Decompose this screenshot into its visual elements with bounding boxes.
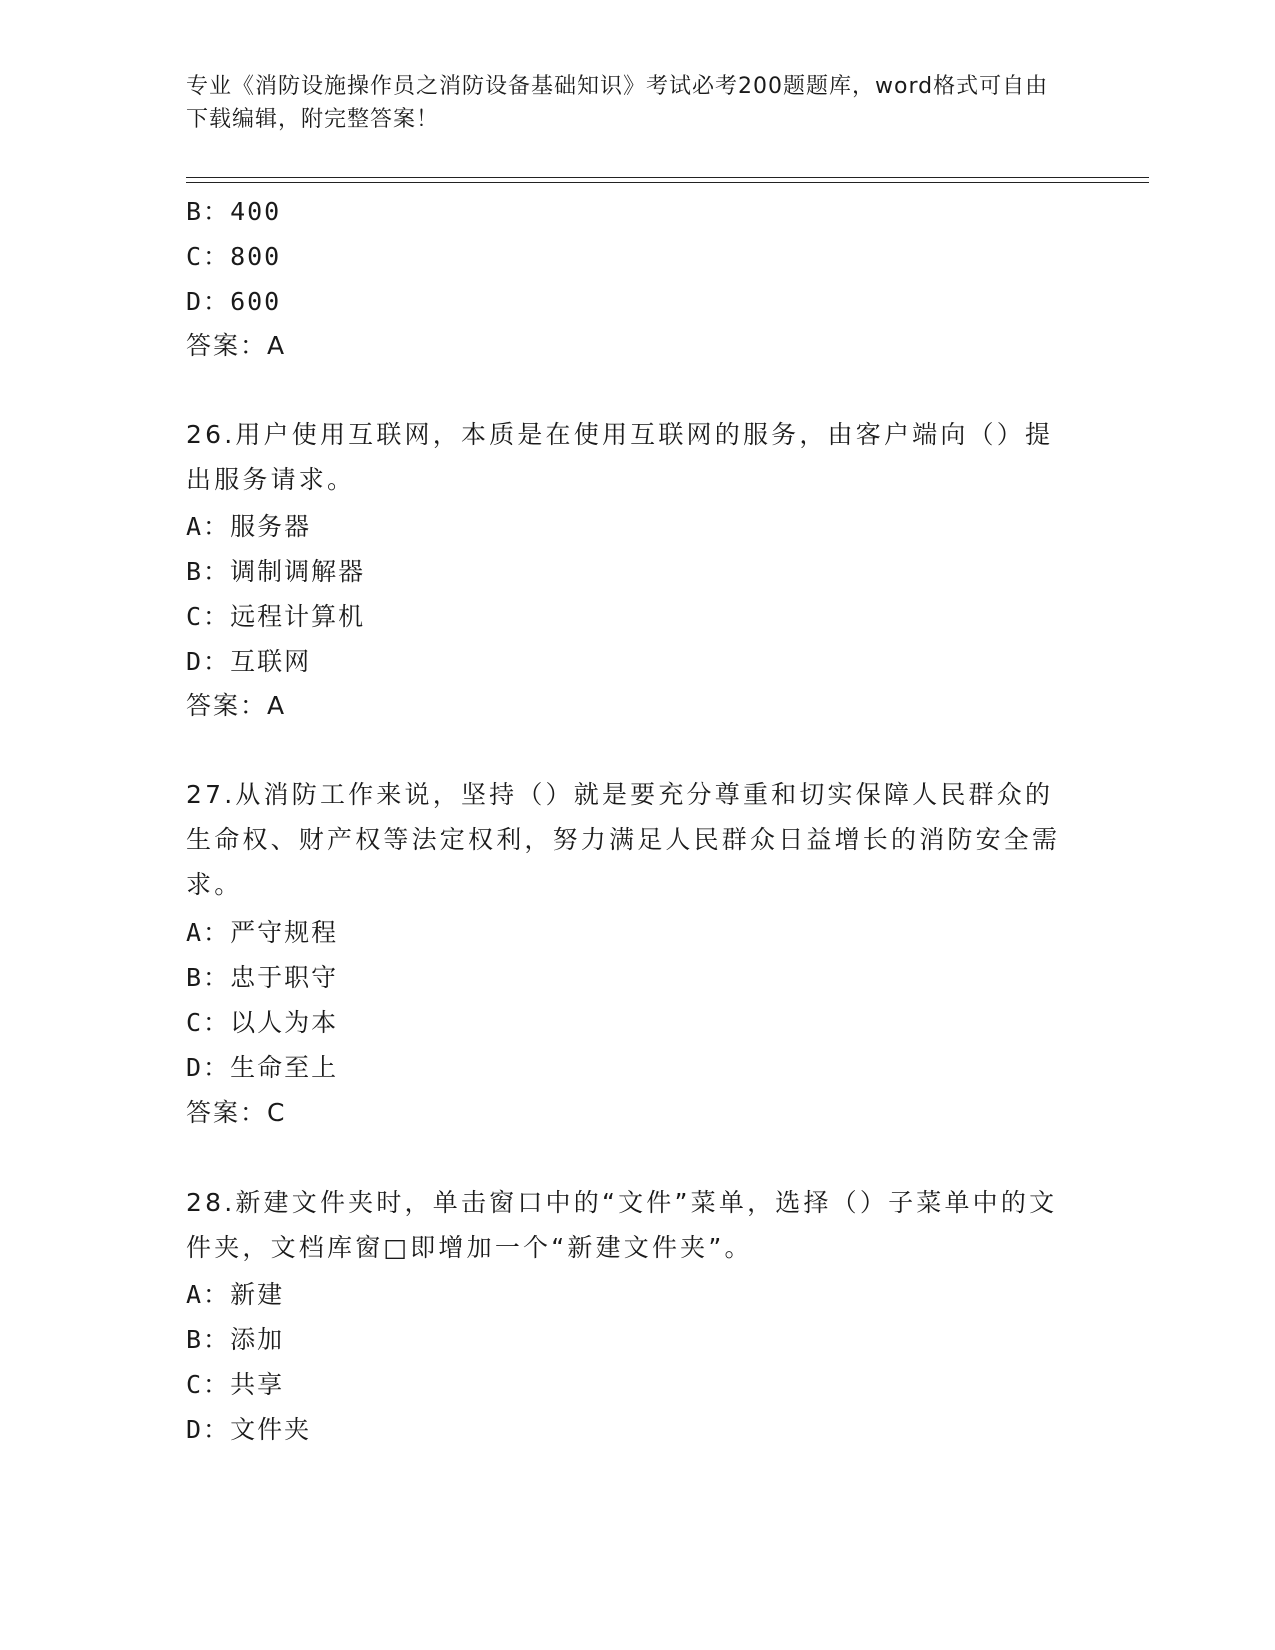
option-text: 共享 <box>230 1370 285 1399</box>
answer-line: 答案：C <box>186 1098 287 1127</box>
option-label: D： <box>186 647 231 676</box>
option-line <box>186 1320 284 1356</box>
option-label: A： <box>186 512 231 541</box>
question-stem: 27.从消防工作来说，坚持（）就是要充分尊重和切实保障人民群众的生命权、财产权等法定权利，努力满足人民群众日益增长的消防安全需求。 <box>186 780 1061 899</box>
option-label: D： <box>186 1415 231 1444</box>
option-line <box>186 282 281 318</box>
option-line <box>186 958 338 994</box>
option-text: 600 <box>230 287 282 316</box>
header-rule-top <box>186 177 1149 178</box>
question-stem: 26.用户使用互联网，本质是在使用互联网的服务，由客户端向（）提出服务请求。 <box>186 420 1054 494</box>
question-stem: 28.新建文件夹时，单击窗口中的“文件”菜单，选择（）子菜单中的文件夹，文档库窗□即增加一个“新建文件夹”。 <box>186 1188 1058 1262</box>
option-text: 严守规程 <box>230 918 339 947</box>
option-label: C： <box>186 1370 231 1399</box>
option-label: C： <box>186 242 231 271</box>
option-line <box>186 1365 284 1401</box>
option-text: 400 <box>230 197 282 226</box>
option-label: B： <box>186 1325 231 1354</box>
option-text: 800 <box>230 242 282 271</box>
option-text: 互联网 <box>230 647 312 676</box>
option-line <box>186 552 365 588</box>
option-line <box>186 913 338 949</box>
option-line <box>186 1003 338 1039</box>
option-line <box>186 642 311 678</box>
option-line <box>186 1410 311 1446</box>
option-label: C： <box>186 602 231 631</box>
option-label: C： <box>186 1008 231 1037</box>
document-header: 专业《消防设施操作员之消防设备基础知识》考试必考200题题库，word格式可自由下载编辑，附完整答案！ <box>186 74 1049 132</box>
header-rule-bottom <box>186 182 1149 183</box>
option-text: 忠于职守 <box>230 963 339 992</box>
option-label: B： <box>186 197 231 226</box>
option-line <box>186 192 281 228</box>
option-text: 生命至上 <box>230 1053 339 1082</box>
option-line <box>186 237 281 273</box>
option-label: B： <box>186 557 231 586</box>
option-line <box>186 1048 338 1084</box>
option-label: A： <box>186 1280 231 1309</box>
option-text: 添加 <box>230 1325 285 1354</box>
option-text: 远程计算机 <box>230 602 366 631</box>
option-label: A： <box>186 918 231 947</box>
option-line <box>186 507 311 543</box>
option-line <box>186 597 365 633</box>
option-line <box>186 1275 284 1311</box>
answer-line: 答案：A <box>186 331 287 360</box>
option-text: 新建 <box>230 1280 285 1309</box>
option-text: 服务器 <box>230 512 312 541</box>
option-label: D： <box>186 1053 231 1082</box>
option-label: B： <box>186 963 231 992</box>
option-text: 文件夹 <box>230 1415 312 1444</box>
option-text: 以人为本 <box>230 1008 339 1037</box>
option-text: 调制调解器 <box>230 557 366 586</box>
option-label: D： <box>186 287 231 316</box>
answer-line: 答案：A <box>186 691 287 720</box>
